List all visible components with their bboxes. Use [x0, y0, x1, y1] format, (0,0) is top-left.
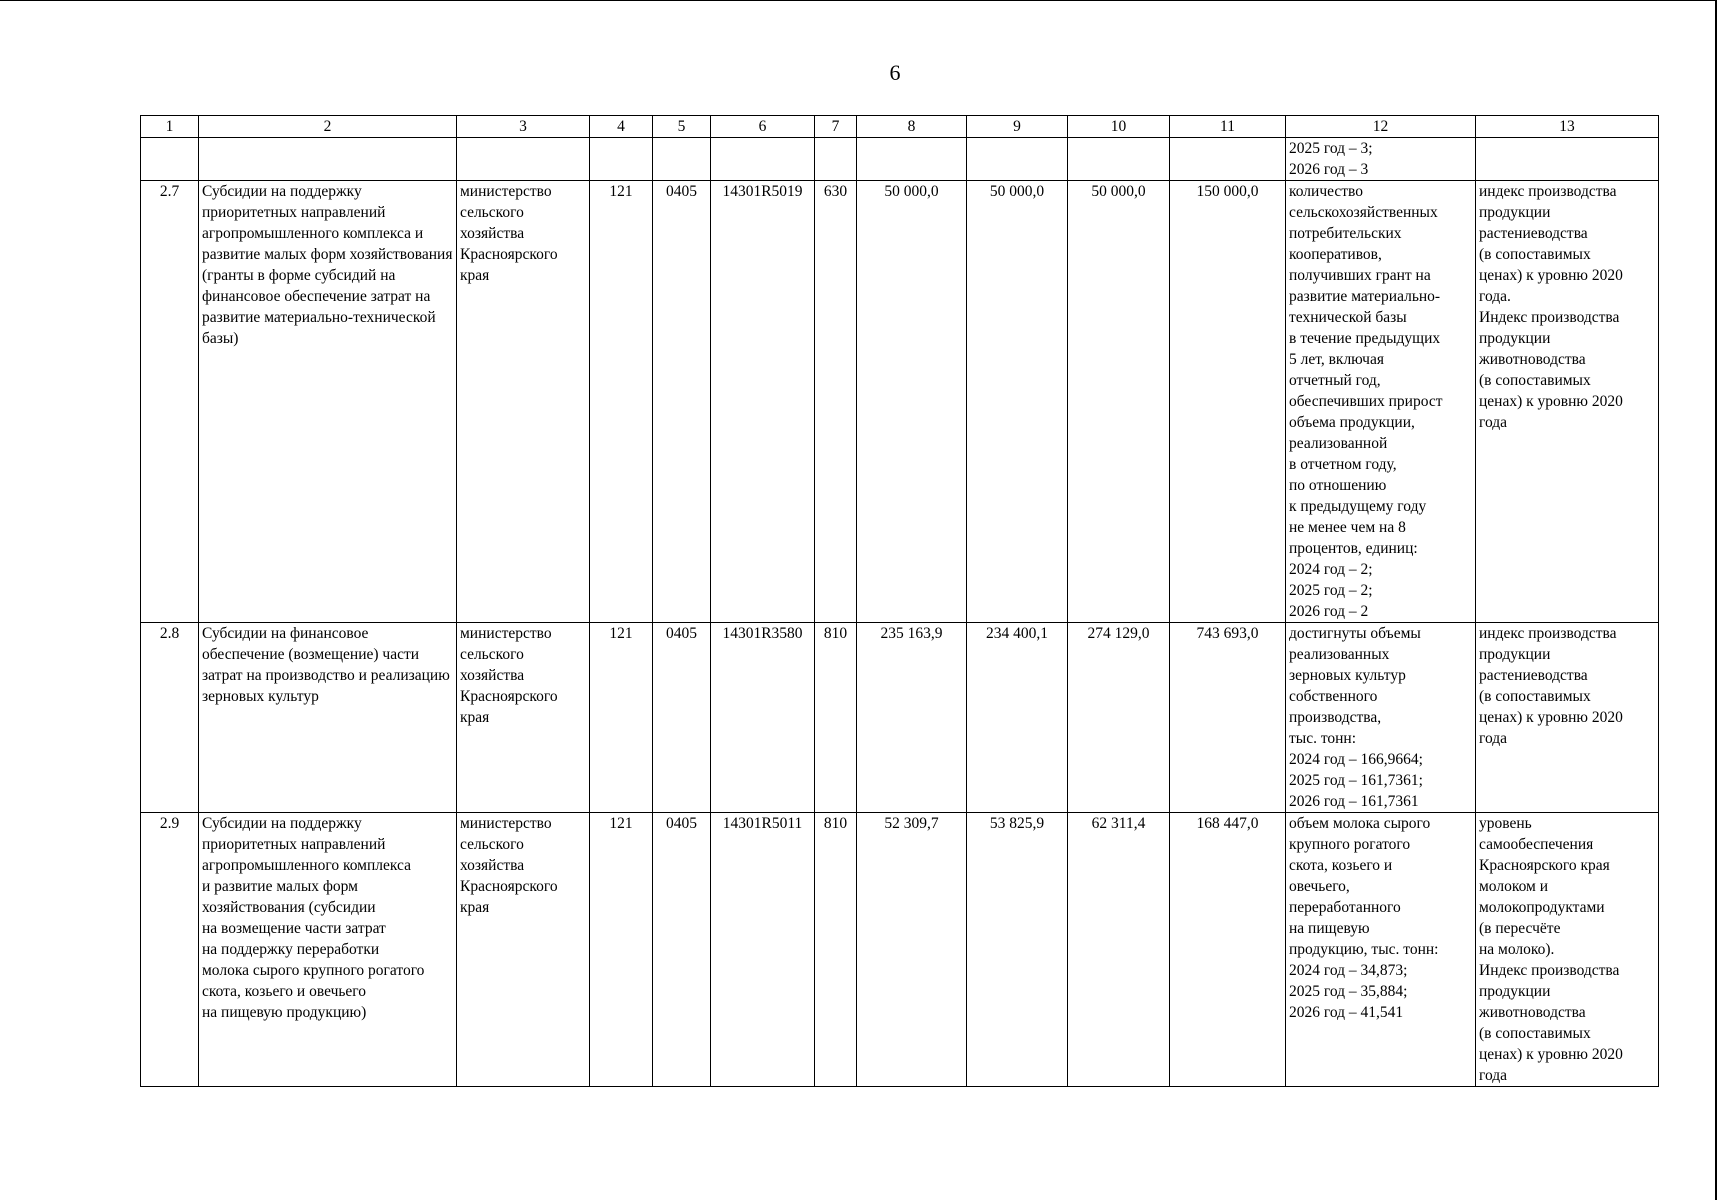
- expected-result: достигнуты объемы реализованных зерновых культур собственного производства, тыс. тонн: 2024 год – 166,9664; 2025 год – 161,7361; 2026 год – 161,7361: [1286, 623, 1476, 813]
- csr-code: 14301R5019: [711, 181, 815, 623]
- header-row: [141, 116, 1659, 138]
- header-cell: 7: [815, 116, 857, 138]
- indicator: индекс производства продукции растениеводства (в сопоставимых ценах) к уровню 2020 года: [1476, 623, 1659, 813]
- measure-name: Субсидии на поддержку приоритетных направлений агропромышленного комплекса и развитие малых форм хозяйствования (субсидии на возмещение части затрат на поддержку переработки молока сырого крупного рогатого скота, козьего и овечьего на пищевую продукцию): [199, 813, 457, 1087]
- continuation-row: [141, 138, 1659, 181]
- table-row: [141, 181, 1659, 623]
- budget-table: [140, 115, 1659, 1087]
- rzpr-code: 0405: [653, 181, 711, 623]
- amount-2026: 274 129,0: [1068, 623, 1170, 813]
- rzpr-code: 0405: [653, 813, 711, 1087]
- amount-2024: 50 000,0: [857, 181, 967, 623]
- grbs-code: 121: [590, 623, 653, 813]
- header-cell: 1: [141, 116, 199, 138]
- indicator: уровень самообеспечения Красноярского края молоком и молокопродуктами (в пересчёте на молоко). Индекс производства продукции животноводства (в сопоставимых ценах) к уровню 2020 года: [1476, 813, 1659, 1087]
- executor: министерство сельского хозяйства Красноярского края: [457, 181, 590, 623]
- amount-2025: 53 825,9: [967, 813, 1068, 1087]
- rzpr-code: 0405: [653, 623, 711, 813]
- header-cell: 8: [857, 116, 967, 138]
- indicator: индекс производства продукции растениеводства (в сопоставимых ценах) к уровню 2020 года. Индекс производства продукции животноводства (в сопоставимых ценах) к уровню 2020 года: [1476, 181, 1659, 623]
- table-row: [141, 623, 1659, 813]
- row-number: 2.8: [141, 623, 199, 813]
- page-number: 6: [889, 60, 901, 85]
- header-cell: 12: [1286, 116, 1476, 138]
- header-cell: 11: [1170, 116, 1286, 138]
- header-cell: 6: [711, 116, 815, 138]
- grbs-code: 121: [590, 181, 653, 623]
- amount-total: 168 447,0: [1170, 813, 1286, 1087]
- row-number: 2.7: [141, 181, 199, 623]
- header-cell: 4: [590, 116, 653, 138]
- expected-result: количество сельскохозяйственных потребительских кооперативов, получивших грант на развитие материально- технической базы в течение предыдущих 5 лет, включая отчетный год, обеспечивших прирост объема продукции, реализованной в отчетном году, по отношению к предыдущему году не менее чем на 8 процентов, единиц: 2024 год – 2; 2025 год – 2; 2026 год – 2: [1286, 181, 1476, 623]
- header-cell: 3: [457, 116, 590, 138]
- amount-2024: 235 163,9: [857, 623, 967, 813]
- header-cell: 10: [1068, 116, 1170, 138]
- measure-name: Субсидии на финансовое обеспечение (возмещение) части затрат на производство и реализацию зерновых культур: [199, 623, 457, 813]
- amount-total: 743 693,0: [1170, 623, 1286, 813]
- header-cell: 13: [1476, 116, 1659, 138]
- amount-2025: 234 400,1: [967, 623, 1068, 813]
- header-cell: 9: [967, 116, 1068, 138]
- grbs-code: 121: [590, 813, 653, 1087]
- amount-2024: 52 309,7: [857, 813, 967, 1087]
- amount-2026: 62 311,4: [1068, 813, 1170, 1087]
- executor: министерство сельского хозяйства Красноярского края: [457, 813, 590, 1087]
- executor: министерство сельского хозяйства Красноярского края: [457, 623, 590, 813]
- vr-code: 810: [815, 813, 857, 1087]
- table-row: [141, 813, 1659, 1087]
- measure-name: Субсидии на поддержку приоритетных направлений агропромышленного комплекса и развитие малых форм хозяйствования (гранты в форме субсидий на финансовое обеспечение затрат на развитие материально-технической базы): [199, 181, 457, 623]
- vr-code: 810: [815, 623, 857, 813]
- amount-total: 150 000,0: [1170, 181, 1286, 623]
- vr-code: 630: [815, 181, 857, 623]
- expected-result: объем молока сырого крупного рогатого скота, козьего и овечьего, переработанного на пищевую продукцию, тыс. тонн: 2024 год – 34,873; 2025 год – 35,884; 2026 год – 41,541: [1286, 813, 1476, 1087]
- row-number: 2.9: [141, 813, 199, 1087]
- csr-code: 14301R3580: [711, 623, 815, 813]
- amount-2026: 50 000,0: [1068, 181, 1170, 623]
- scan-top-edge: [0, 0, 1717, 1]
- result-cell: 2025 год – 3; 2026 год – 3: [1286, 138, 1476, 181]
- header-cell: 2: [199, 116, 457, 138]
- csr-code: 14301R5011: [711, 813, 815, 1087]
- header-cell: 5: [653, 116, 711, 138]
- amount-2025: 50 000,0: [967, 181, 1068, 623]
